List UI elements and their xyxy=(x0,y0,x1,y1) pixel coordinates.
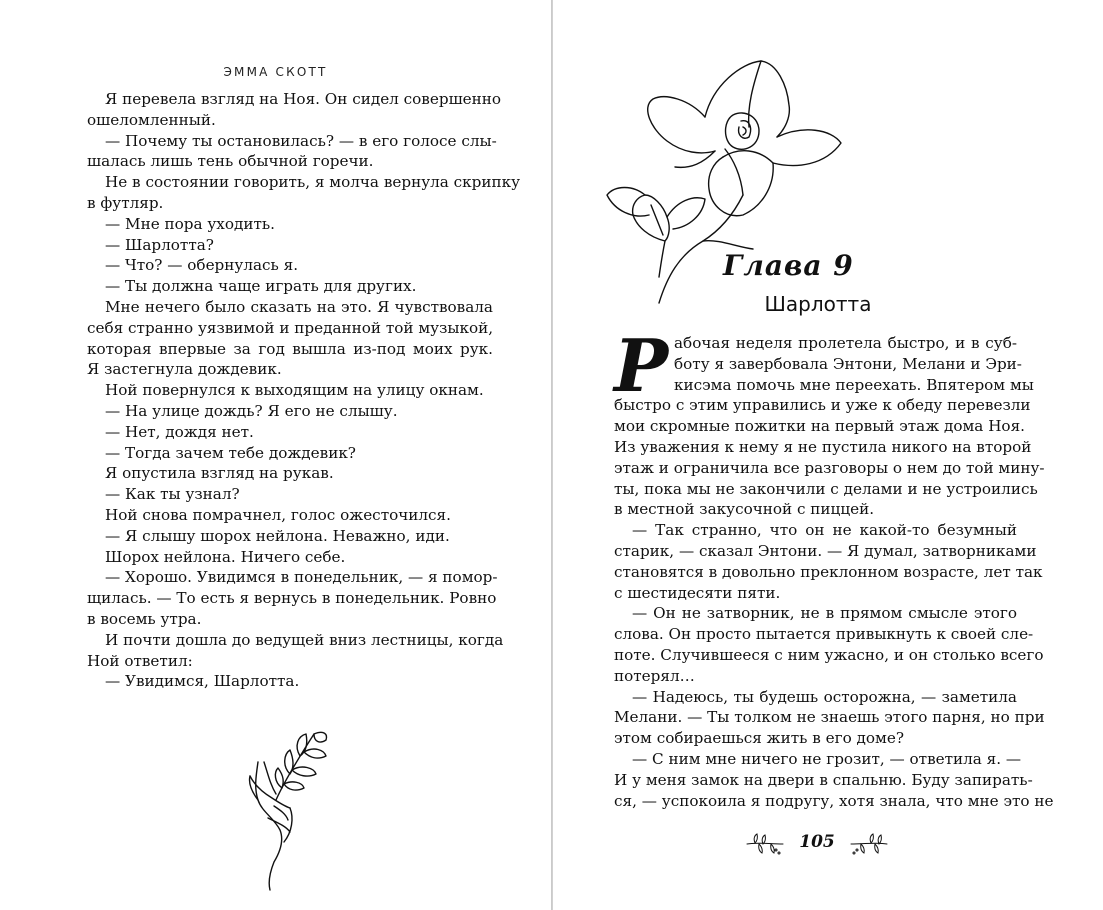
text-line: кисэма помочь мне переехать. Впятером мы xyxy=(674,375,1034,394)
text-line: — Что? — обернулась я. xyxy=(105,256,299,275)
text-line: ошеломленный. xyxy=(87,110,216,129)
right-page xyxy=(553,0,1103,910)
text-line: Я опустила взгляд на рукав. xyxy=(105,464,334,483)
text-line: боту я завербовала Энтони, Мелани и Эри- xyxy=(674,354,1022,373)
text-line: Мелани. — Ты толком не знаешь этого парня, но при xyxy=(614,708,1045,727)
text-line: — Почему ты остановилась? — в его голосе слы- xyxy=(105,131,497,150)
text-line: И почти дошла до ведущей вниз лестницы, когда xyxy=(105,630,504,649)
text-line: абочая неделя пролетела быстро, и в суб- xyxy=(674,334,1017,352)
text-line: в восемь утра. xyxy=(87,609,202,628)
text-line: Ной ответил: xyxy=(87,651,193,670)
text-line: Я перевела взгляд на Ноя. Он сидел совершенно xyxy=(105,90,502,108)
text-line: — Шарлотта? xyxy=(105,235,214,254)
text-line: слова. Он просто пытается привыкнуть к своей сле- xyxy=(614,625,1034,644)
text-line: Не в состоянии говорить, я молча вернула скрипку xyxy=(105,173,521,192)
text-line: Мне нечего было сказать на это. Я чувствовала xyxy=(105,297,493,316)
text-line: Из уважения к нему я не пустила никого на второй xyxy=(614,437,1032,456)
text-line: с шестидесяти пяти. xyxy=(614,583,781,602)
text-line: И у меня замок на двери в спальню. Буду запирать- xyxy=(614,770,1033,789)
text-line: — Ты должна чаще играть для других. xyxy=(105,277,417,296)
running-head: ЭММА СКОТТ xyxy=(223,65,328,79)
text-line: — Хорошо. Увидимся в понедельник, — я помор- xyxy=(105,568,498,587)
text-line: поте. Случившееся с ним ужасно, и он столько всего xyxy=(614,645,1044,664)
text-line: которая впервые за год вышла из-под моих рук. xyxy=(87,339,493,358)
text-line: этом собираешься жить в его доме? xyxy=(614,729,905,748)
page-number: 105 xyxy=(799,832,835,852)
text-line: Ной снова помрачнел, голос ожесточился. xyxy=(105,505,451,524)
text-line: этаж и ограничила все разговоры о нем до той мину- xyxy=(614,458,1045,477)
text-line: ся, — успокоила я подругу, хотя знала, что мне это не xyxy=(614,791,1054,810)
text-line: становятся в довольно преклонном возрасте, лет так xyxy=(614,562,1043,581)
text-line: в местной закусочной с пиццей. xyxy=(614,500,875,519)
text-line: — Я слышу шорох нейлона. Неважно, иди. xyxy=(105,526,450,545)
text-line: — Как ты узнал? xyxy=(105,485,240,504)
text-line: ты, пока мы не закончили с делами и не устроились xyxy=(614,479,1038,498)
right-body-text xyxy=(614,333,1054,811)
text-line: — Надеюсь, ты будешь осторожна, — заметила xyxy=(632,687,1017,706)
text-line: — Нет, дождя нет. xyxy=(105,422,254,441)
text-line: себя странно уязвимой и преданной той музыкой, xyxy=(87,318,494,337)
text-line: мои скромные пожитки на первый этаж дома Ноя. xyxy=(614,417,1025,436)
chapter-title: Глава 9 xyxy=(723,249,854,282)
text-line: щилась. — То есть я вернусь в понедельник. Ровно xyxy=(87,589,497,608)
text-line: — На улице дождь? Я его не слышу. xyxy=(105,401,398,420)
text-line: — С ним мне ничего не грозит, — ответила я. — xyxy=(632,749,1022,768)
text-line: шалась лишь тень обычной горечи. xyxy=(87,152,374,171)
text-line: Ной повернулся к выходящим на улицу окнам. xyxy=(105,381,484,400)
text-line: Я застегнула дождевик. xyxy=(87,360,282,379)
text-line: Шорох нейлона. Ничего себе. xyxy=(105,547,346,566)
text-line: потерял… xyxy=(614,666,695,685)
text-line: — Увидимся, Шарлотта. xyxy=(105,672,300,691)
hand-holding-sprig-illustration xyxy=(228,722,338,892)
leaf-ornament-left-icon xyxy=(745,832,785,858)
text-line: в футляр. xyxy=(87,193,164,212)
text-line: — Тогда зачем тебе дождевик? xyxy=(105,443,356,462)
text-line: — Он не затворник, не в прямом смысле этого xyxy=(632,604,1017,623)
text-line: — Мне пора уходить. xyxy=(105,214,275,233)
chapter-subtitle: Шарлотта xyxy=(764,292,872,316)
text-line: быстро с этим управились и уже к обеду перевезли xyxy=(614,396,1031,415)
leaf-ornament-right-icon xyxy=(849,832,889,858)
text-line: старик, — сказал Энтони. — Я думал, затворниками xyxy=(614,541,1037,560)
text-line: — Так странно, что он не какой-то безумный xyxy=(632,521,1017,540)
drop-cap: Р xyxy=(614,323,669,408)
left-page xyxy=(0,0,551,910)
left-body-text xyxy=(87,89,521,692)
